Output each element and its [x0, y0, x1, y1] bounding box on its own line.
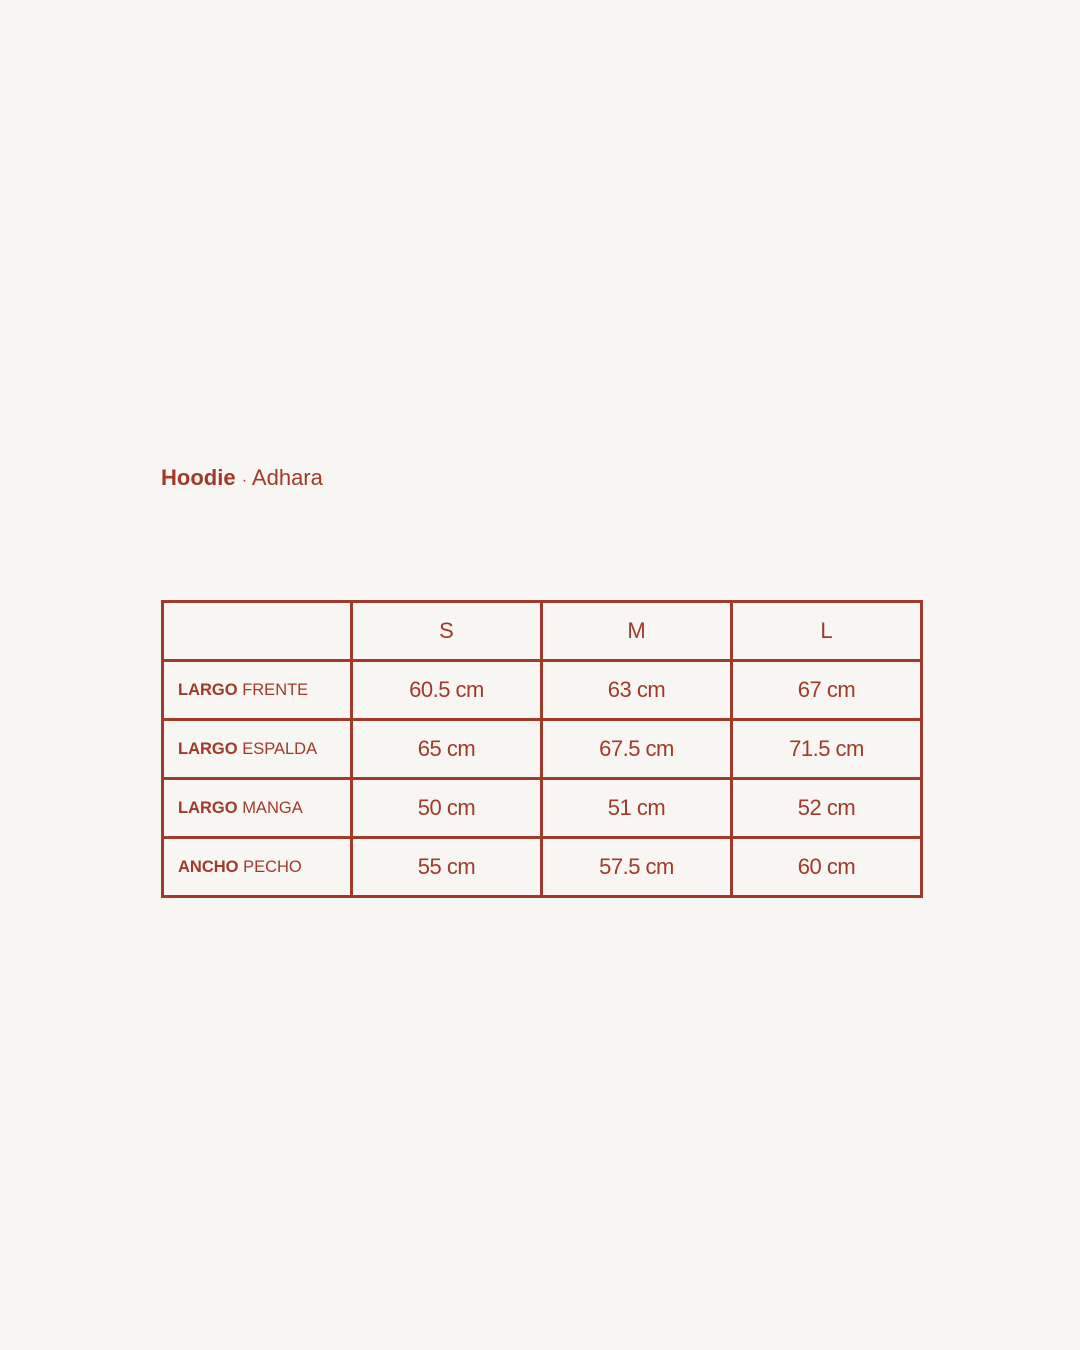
row-label: [163, 720, 352, 779]
row-label-light: MANGA: [242, 798, 303, 817]
product-type: Hoodie: [161, 465, 236, 490]
table-cell: 67 cm: [732, 661, 922, 720]
table-row: [163, 838, 922, 897]
row-label-light: ESPALDA: [242, 739, 318, 758]
row-label-bold: LARGO: [178, 798, 238, 817]
row-label-light: FRENTE: [242, 680, 309, 699]
table-row: [163, 779, 922, 838]
table-cell: 55 cm: [352, 838, 542, 897]
size-chart-table: [161, 600, 923, 898]
table-cell: 52 cm: [732, 779, 922, 838]
table-cell: 63 cm: [542, 661, 732, 720]
table-cell: 60.5 cm: [352, 661, 542, 720]
table-cell: 50 cm: [352, 779, 542, 838]
table-cell: 60 cm: [732, 838, 922, 897]
table-cell: 57.5 cm: [542, 838, 732, 897]
table-row: [163, 661, 922, 720]
table-cell: 71.5 cm: [732, 720, 922, 779]
title-separator: ·: [241, 472, 248, 489]
header-size-m: M: [542, 602, 732, 661]
page-title: [161, 463, 323, 496]
header-empty-cell: [163, 602, 352, 661]
product-name: Adhara: [251, 465, 323, 490]
row-label-light: PECHO: [243, 857, 302, 876]
header-size-s: S: [352, 602, 542, 661]
row-label-bold: LARGO: [178, 739, 238, 758]
row-label: [163, 661, 352, 720]
row-label: [163, 779, 352, 838]
row-label-bold: LARGO: [178, 680, 238, 699]
table-header-row: [163, 602, 922, 661]
row-label: [163, 838, 352, 897]
table-cell: 65 cm: [352, 720, 542, 779]
table-cell: 51 cm: [542, 779, 732, 838]
row-label-bold: ANCHO: [178, 857, 239, 876]
header-size-l: L: [732, 602, 922, 661]
table-row: [163, 720, 922, 779]
table-cell: 67.5 cm: [542, 720, 732, 779]
